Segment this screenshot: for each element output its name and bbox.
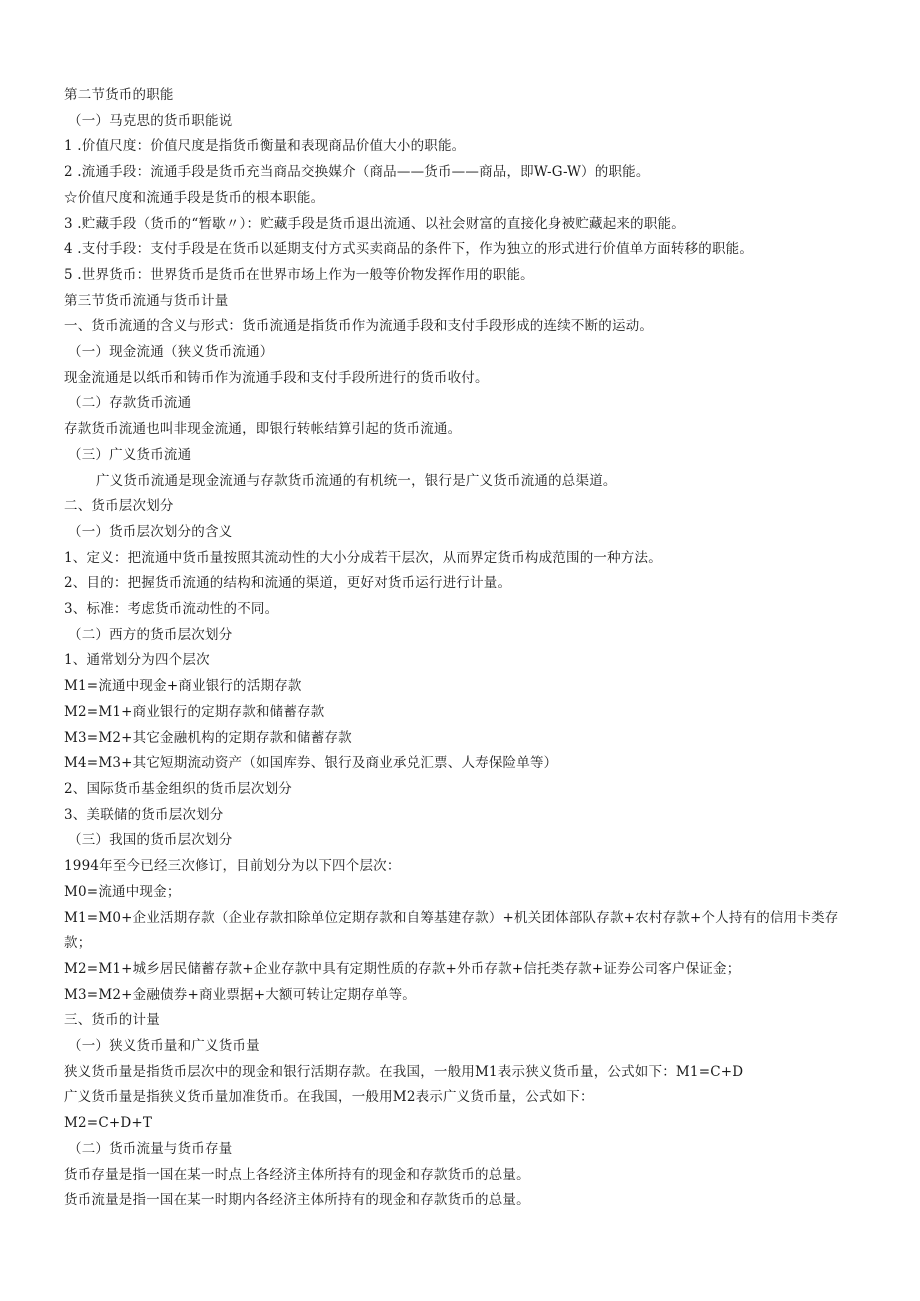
formula-line: M1=流通中现金+商业银行的活期存款 (64, 678, 302, 695)
formula-line: M0=流通中现金； (64, 883, 181, 900)
paragraph: 货币存量是指一国在某一时点上各经济主体所持有的现金和存款货币的总量。 (64, 1166, 530, 1183)
paragraph: 1、通常划分为四个层次 (64, 652, 210, 669)
paragraph: 2 .流通手段：流通手段是货币充当商品交换媒介（商品——货币——商品，即W-G-W）的职能。 (64, 164, 650, 181)
paragraph: 2、国际货币基金组织的货币层次划分 (64, 780, 292, 797)
formula-line: M3=M2+金融债券+商业票据+大额可转让定期存单等。 (64, 986, 416, 1003)
section-heading: 第二节货币的职能 (64, 87, 174, 103)
subsection-heading: （三）我国的货币层次划分 (68, 832, 233, 849)
subsection-heading: （二）西方的货币层次划分 (68, 626, 233, 643)
paragraph: 1 .价值尺度：价值尺度是指货币衡量和表现商品价值大小的职能。 (64, 138, 466, 155)
paragraph: 3、标准：考虑货币流动性的不同。 (64, 601, 279, 618)
paragraph: 一、货币流通的含义与形式：货币流通是指货币作为流通手段和支付手段形成的连续不断的运动。 (64, 318, 654, 335)
formula-line: M2=M1+商业银行的定期存款和储蓄存款 (64, 703, 325, 720)
paragraph: 广义货币流通是现金流通与存款货币流通的有机统一，银行是广义货币流通的总渠道。 (96, 472, 617, 489)
subsection-heading: （一）狭义货币量和广义货币量 (68, 1038, 260, 1055)
paragraph: 狭义货币量是指货币层次中的现金和银行活期存款。在我国，一般用M1表示狭义货币量，公式如下：M1=C+D (64, 1063, 744, 1080)
subsection-heading: （三）广义货币流通 (68, 446, 192, 463)
formula-line: M2=C+D+T (64, 1115, 153, 1132)
paragraph: 1994年至今已经三次修订，目前划分为以下四个层次： (64, 858, 401, 875)
subsection-heading: （二）货币流量与货币存量 (68, 1140, 233, 1157)
paragraph: 广义货币量是指狭义货币量加准货币。在我国，一般用M2表示广义货币量，公式如下： (64, 1089, 594, 1106)
formula-line: M1=M0+企业活期存款（企业存款扣除单位定期存款和自筹基建存款）+机关团体部队存款+农村存款+个人持有的信用卡类存款； (64, 909, 839, 952)
paragraph: ☆价值尺度和流通手段是货币的根本职能。 (64, 189, 325, 206)
paragraph: 4 .支付手段：支付手段是在货币以延期支付方式买卖商品的条件下，作为独立的形式进行价值单方面转移的职能。 (64, 241, 754, 258)
paragraph: 3 .贮藏手段（货币的“暂歇〃）：贮藏手段是货币退出流通、以社会财富的直接化身被贮藏起来的职能。 (64, 215, 685, 232)
subsection-heading: （二）存款货币流通 (68, 395, 192, 412)
paragraph: 1、定义：把流通中货币量按照其流动性的大小分成若干层次，从而界定货币构成范围的一种方法。 (64, 549, 662, 566)
paragraph: 3、美联储的货币层次划分 (64, 806, 224, 823)
formula-line: M4=M3+其它短期流动资产（如国库券、银行及商业承兑汇票、人寿保险单等） (64, 755, 558, 772)
subsection-heading: （一）现金流通（狭义货币流通） (68, 344, 274, 361)
paragraph: 5 .世界货币：世界货币是货币在世界市场上作为一般等价物发挥作用的职能。 (64, 266, 534, 283)
formula-line: M2=M1+城乡居民储蓄存款+企业存款中具有定期性质的存款+外币存款+信托类存款+证券公司客户保证金； (64, 960, 741, 977)
document-page (64, 83, 864, 1214)
formula-line: M3=M2+其它金融机构的定期存款和储蓄存款 (64, 729, 352, 746)
section-heading: 三、货币的计量 (64, 1012, 160, 1029)
paragraph: 存款货币流通也叫非现金流通，即银行转帐结算引起的货币流通。 (64, 421, 462, 438)
paragraph: 现金流通是以纸币和铸币作为流通手段和支付手段所进行的货币收付。 (64, 369, 489, 386)
section-heading: 第三节货币流通与货币计量 (64, 292, 229, 309)
subsection-heading: （一）货币层次划分的含义 (68, 523, 233, 540)
paragraph: 2、目的：把握货币流通的结构和流通的渠道，更好对货币运行进行计量。 (64, 575, 512, 592)
subsection-heading: （一）马克思的货币职能说 (68, 112, 233, 129)
paragraph: 货币流量是指一国在某一时期内各经济主体所持有的现金和存款货币的总量。 (64, 1192, 530, 1209)
section-heading: 二、货币层次划分 (64, 498, 174, 515)
